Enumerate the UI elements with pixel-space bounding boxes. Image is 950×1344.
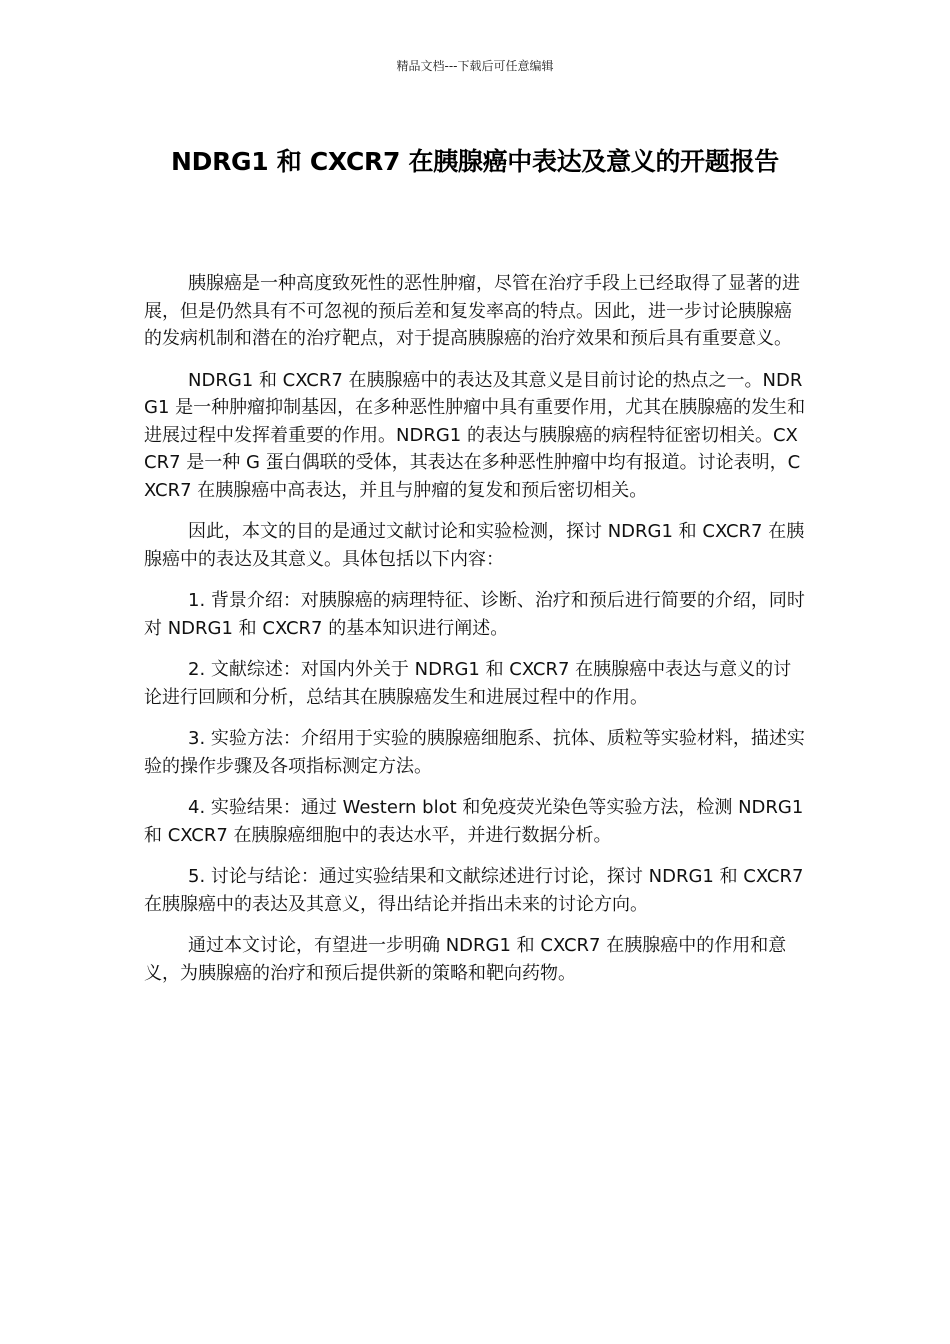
paragraph-background: NDRG1 和 CXCR7 在胰腺癌中的表达及其意义是目前讨论的热点之一。NDRG1 是一种肿瘤抑制基因，在多种恶性肿瘤中具有重要作用，尤其在胰腺癌的发生和进展过程中发挥着重要的作用。NDRG1 的表达与胰腺癌的病程特征密切相关。CXCR7 是一种 G 蛋白偶联的受体，其表达在多种恶性肿瘤中均有报道。讨论表明，CXCR7 在胰腺癌中高表达，并且与肿瘤的复发和预后密切相关。 xyxy=(144,369,806,501)
paragraph-conclusion: 通过本文讨论，有望进一步明确 NDRG1 和 CXCR7 在胰腺癌中的作用和意义，为胰腺癌的治疗和预后提供新的策略和靶向药物。 xyxy=(144,935,787,984)
list-item-discussion: 5. 讨论与结论：通过实验结果和文献综述进行讨论，探讨 NDRG1 和 CXCR7 在胰腺癌中的表达及其意义，得出结论并指出未来的讨论方向。 xyxy=(144,866,804,915)
document-title: NDRG1 和 CXCR7 在胰腺癌中表达及意义的开题报告 xyxy=(171,147,779,176)
paragraph-intro: 胰腺癌是一种高度致死性的恶性肿瘤，尽管在治疗手段上已经取得了显著的进展，但是仍然具有不可忽视的预后差和复发率高的特点。因此，进一步讨论胰腺癌的发病机制和潜在的治疗靶点，对于提高胰腺癌的治疗效果和预后具有重要意义。 xyxy=(144,273,800,349)
document-body xyxy=(144,270,808,1001)
list-item-methods: 3. 实验方法：介绍用于实验的胰腺癌细胞系、抗体、质粒等实验材料，描述实验的操作步骤及各项指标测定方法。 xyxy=(144,728,805,777)
list-item-literature-review: 2. 文献综述：对国内外关于 NDRG1 和 CXCR7 在胰腺癌中表达与意义的讨论进行回顾和分析，总结其在胰腺癌发生和进展过程中的作用。 xyxy=(144,659,792,708)
paragraph-purpose: 因此，本文的目的是通过文献讨论和实验检测，探讨 NDRG1 和 CXCR7 在胰腺癌中的表达及其意义。具体包括以下内容： xyxy=(144,521,805,570)
list-item-results: 4. 实验结果：通过 Western blot 和免疫荧光染色等实验方法，检测 NDRG1 和 CXCR7 在胰腺癌细胞中的表达水平，并进行数据分析。 xyxy=(144,797,804,846)
list-item-background: 1. 背景介绍：对胰腺癌的病理特征、诊断、治疗和预后进行简要的介绍，同时对 NDRG1 和 CXCR7 的基本知识进行阐述。 xyxy=(144,590,805,639)
page-header: 精品文档---下载后可任意编辑 xyxy=(396,59,554,73)
